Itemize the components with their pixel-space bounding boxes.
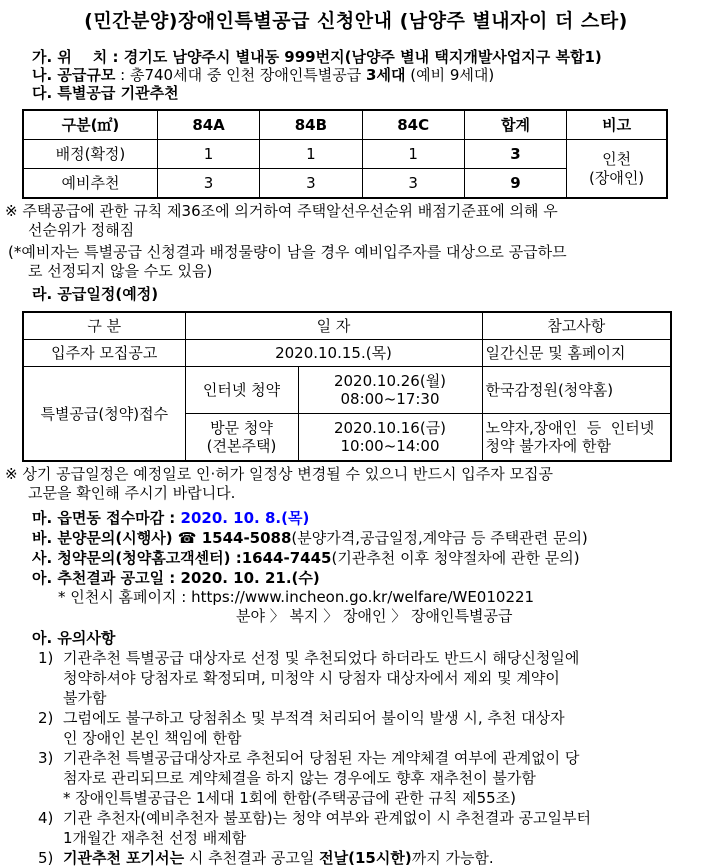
- item5-line1: [63, 848, 712, 868]
- row-label: 배정(확정): [23, 140, 157, 169]
- supply-scale-line: [32, 66, 712, 84]
- item-number: 2): [38, 709, 54, 727]
- caution-item-5: [38, 848, 712, 868]
- remark-line2: (장애인): [588, 168, 645, 187]
- caution-item-1: [38, 648, 712, 708]
- schedule-header-row: [23, 312, 671, 340]
- header-84b: 84B: [260, 110, 362, 140]
- cell-84b: 3: [260, 169, 362, 199]
- allocation-row-confirmed: [23, 140, 667, 169]
- sales-label: 바. 분양문의(시행사): [32, 529, 178, 547]
- schedule-heading: 라. 공급일정(예정): [32, 285, 159, 303]
- header-category: 구 분: [23, 312, 185, 340]
- item-number: 3): [38, 749, 54, 767]
- row-label: 입주자 모집공고: [23, 340, 185, 367]
- visit-reference-line1: 노약자,장애인 등 인터넷: [485, 419, 655, 437]
- cautions-section: [0, 628, 712, 868]
- subscription-number: :1644-7445: [235, 549, 332, 567]
- visit-method: [185, 414, 298, 462]
- announcement-date: 2020.10.15.(목): [185, 340, 482, 367]
- page-title: (민간분양)장애인특별공급 신청안내 (남양주 별내자이 더 스타): [84, 10, 628, 32]
- visit-date: [298, 414, 482, 462]
- cell-84c: 3: [362, 169, 464, 199]
- internet-reference: 한국감정원(청약홈): [482, 367, 671, 414]
- note-priority: [0, 202, 712, 240]
- note-priority-line2: 선순위가 정해짐: [28, 221, 135, 239]
- item2-line1: 그럼에도 불구하고 당첨취소 및 부적격 처리되어 불이익 발생 시, 추천 대상자: [63, 709, 565, 727]
- sales-desc: (분양가격,공급일정,계약금 등 주택관련 문의): [291, 529, 588, 547]
- internet-method: 인터넷 청약: [185, 367, 298, 414]
- allocation-table: [22, 109, 668, 199]
- visit-date-line2: 10:00~14:00: [340, 437, 440, 455]
- schedule-row-internet: [23, 367, 671, 414]
- note-schedule: [0, 465, 712, 503]
- phone-icon: ☎: [177, 529, 197, 547]
- caution-item-3: [38, 748, 712, 808]
- homepage-section: [0, 588, 712, 626]
- item5-bold2: 전날(15시한): [319, 849, 412, 867]
- supply-scale-text: : 총740세대 중 인천 장애인특별공급: [115, 66, 367, 84]
- header-84c: 84C: [362, 110, 464, 140]
- item4-line1: 기관 추천자(예비추천자 불포함)는 청약 여부와 관계없이 시 추천결과 공고일부터: [63, 809, 592, 827]
- recommendation-heading: 다. 특별공급 기관추천: [32, 84, 179, 102]
- caution-item-4: [38, 808, 712, 848]
- cell-84a: 1: [157, 140, 259, 169]
- remark-cell: [567, 140, 667, 199]
- note-priority-line1: ※ 주택공급에 관한 규칙 제36조에 의거하여 주택알선우선순위 배점기준표에 의해 우: [5, 202, 558, 220]
- item3-line2: 첨자로 관리되므로 계약체결을 하지 않는 경우에도 향후 재추천이 불가함: [63, 769, 536, 787]
- supply-scale-reserve: (예비 9세대): [405, 66, 495, 84]
- subscription-contact-line: [32, 548, 712, 568]
- supply-scale-count: 3세대: [366, 66, 406, 84]
- cell-total: 3: [464, 140, 566, 169]
- item5-bold1: 기관추천 포기서는: [63, 849, 185, 867]
- schedule-row-announcement: [23, 340, 671, 367]
- item1-line1: 기관추천 특별공급 대상자로 선정 및 추천되었다 하더라도 반드시 해당신청일에: [63, 649, 580, 667]
- note-reserve-line2: 로 선정되지 않을 수도 있음): [28, 262, 213, 280]
- visit-reference-line2: 청약 불가자에 한함: [485, 437, 611, 455]
- cell-total: 9: [464, 169, 566, 199]
- location-line: [32, 48, 712, 66]
- item3-line1: 기관추천 특별공급대상자로 추천되어 당첨된 자는 계약체결 여부에 관계없이 당: [63, 749, 580, 767]
- item3-star-note: * 장애인특별공급은 1세대 1회에 한함(주택공급에 관한 규칙 제55조): [63, 789, 517, 807]
- internet-date-line2: 08:00~17:30: [340, 390, 440, 408]
- item-number: 4): [38, 809, 54, 827]
- deadline-date: 2020. 10. 8.(목): [180, 509, 310, 527]
- item-number: 1): [38, 649, 54, 667]
- visit-method-line1: 방문 청약: [210, 419, 273, 437]
- cell-84b: 1: [260, 140, 362, 169]
- item5-tail: 까지 가능함.: [411, 849, 494, 867]
- result-announcement-line: 아. 추천결과 공고일 : 2020. 10. 21.(수): [32, 569, 320, 587]
- sales-number: 1544-5088: [196, 529, 292, 547]
- location-value: 경기도 남양주시 별내동 999번지(남양주 별내 택지개발사업지구 복합1): [123, 48, 602, 66]
- internet-date: [298, 367, 482, 414]
- contacts-section: [32, 508, 712, 588]
- visit-method-line2: (견본주택): [206, 437, 277, 455]
- caution-item-2: [38, 708, 712, 748]
- item-number: 5): [38, 849, 54, 867]
- visit-date-line1: 2020.10.16(금): [333, 419, 447, 437]
- note-schedule-line1: ※ 상기 공급일정은 예정일로 인·허가 일정상 변경될 수 있으니 반드시 입주자 모집공: [5, 465, 553, 483]
- remark-line1: 인천: [602, 149, 632, 168]
- announcement-reference: 일간신문 및 홈페이지: [482, 340, 671, 367]
- subscription-label: 사. 청약문의(청약홈고객센터): [32, 549, 236, 567]
- homepage-path: 분야 〉 복지 〉 장애인 〉 장애인특별공급: [236, 607, 513, 625]
- item2-line2: 인 장애인 본인 책임에 한함: [63, 729, 242, 747]
- note-reserve: [0, 243, 712, 281]
- item1-line2: 청약하셔야 당첨자로 확정되며, 미청약 시 당첨자 대상자에서 제외 및 계약이: [63, 669, 560, 687]
- location-label: 가. 위 치 :: [32, 48, 124, 66]
- row-label: 예비추천: [23, 169, 157, 199]
- note-reserve-line1: (*예비자는 특별공급 신청결과 배정물량이 남을 경우 예비입주자를 대상으로 공급하므: [8, 243, 567, 261]
- schedule-table: [22, 311, 672, 462]
- note-schedule-line2: 고문을 확인해 주시기 바랍니다.: [28, 484, 236, 502]
- header-reference: 참고사항: [482, 312, 671, 340]
- header-remark: 비고: [567, 110, 667, 140]
- cautions-heading: 아. 유의사항: [32, 629, 116, 647]
- subscription-desc: (기관추천 이후 청약절차에 관한 문의): [331, 549, 580, 567]
- intro-section: [32, 48, 712, 102]
- homepage-label: * 인천시 홈페이지 :: [58, 588, 192, 606]
- item1-line3: 불가함: [63, 689, 107, 707]
- visit-reference: [482, 414, 671, 462]
- allocation-header-row: [23, 110, 667, 140]
- internet-date-line1: 2020.10.26(월): [333, 372, 447, 390]
- group-label: 특별공급(청약)접수: [23, 367, 185, 462]
- deadline-line: [32, 508, 712, 528]
- header-84a: 84A: [157, 110, 259, 140]
- header-date: 일 자: [185, 312, 482, 340]
- cell-84a: 3: [157, 169, 259, 199]
- deadline-label: 마. 읍면동 접수마감 :: [32, 509, 181, 527]
- header-category: 구분(㎡): [23, 110, 157, 140]
- sales-contact-line: [32, 528, 712, 548]
- header-total: 합계: [464, 110, 566, 140]
- cell-84c: 1: [362, 140, 464, 169]
- homepage-line: [58, 588, 712, 607]
- supply-scale-label: 나. 공급규모: [32, 66, 116, 84]
- item5-mid: 시 추천결과 공고일: [184, 849, 320, 867]
- item4-line2: 1개월간 재추천 선정 배제함: [63, 829, 247, 847]
- homepage-url: https://www.incheon.go.kr/welfare/WE010221: [191, 588, 535, 606]
